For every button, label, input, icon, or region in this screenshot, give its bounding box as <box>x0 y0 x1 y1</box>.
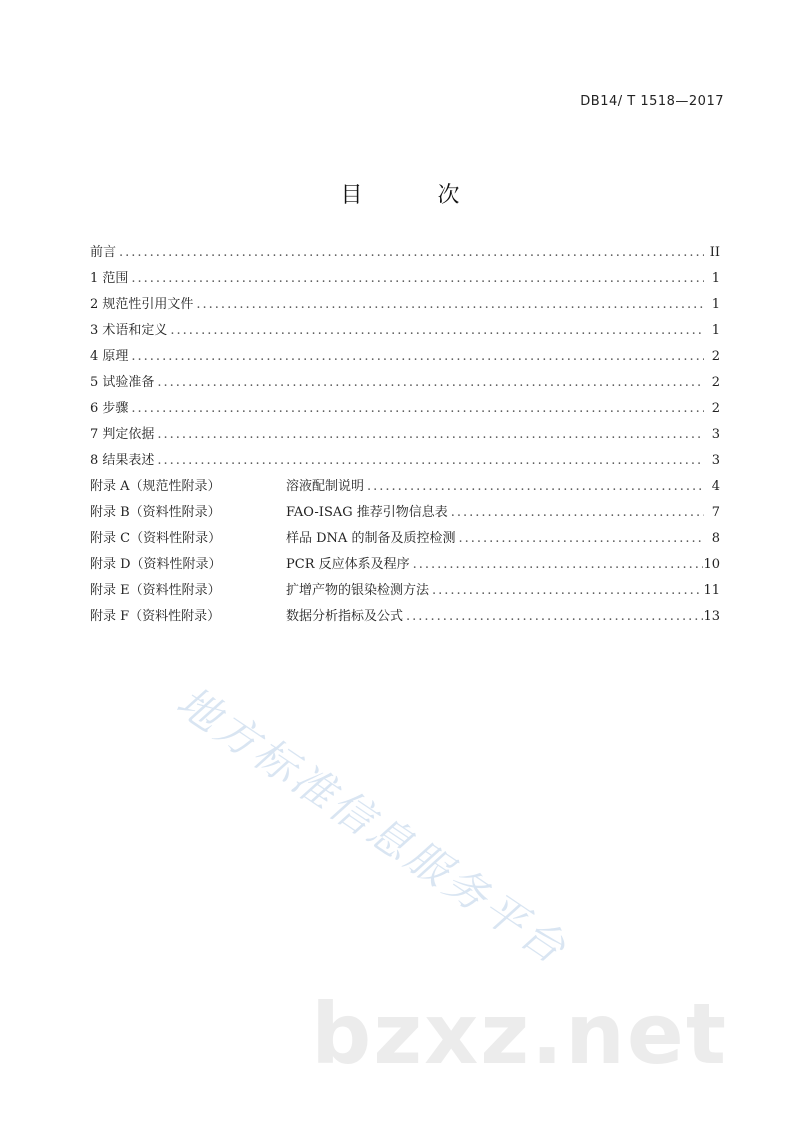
toc-appendix-f[interactable] <box>90 604 720 630</box>
toc-entry-terms-definitions[interactable] <box>90 318 720 344</box>
leader-dots <box>429 578 703 604</box>
toc-entry-label: 5 试验准备 <box>90 375 155 390</box>
appendix-title: FAO-ISAG 推荐引物信息表 <box>286 505 448 520</box>
toc-page-number: 4 <box>711 479 720 494</box>
toc-entry-principle[interactable] <box>90 344 720 370</box>
toc-entry-label: 2 规范性引用文件 <box>90 297 194 312</box>
toc-page-number: 1 <box>711 323 720 338</box>
leader-dots <box>167 318 704 344</box>
toc-appendix-c[interactable] <box>90 526 720 552</box>
toc-page-number: 2 <box>711 349 720 364</box>
toc-entry-judgment-basis[interactable] <box>90 422 720 448</box>
toc-page-number: 7 <box>711 505 720 520</box>
toc-page-number: 1 <box>711 297 720 312</box>
appendix-label: 附录 A（规范性附录） <box>90 479 221 494</box>
toc-entry-label: 4 原理 <box>90 349 129 364</box>
leader-dots <box>448 500 704 526</box>
toc-page-number: 13 <box>703 609 720 624</box>
toc-page-number: 2 <box>711 401 720 416</box>
toc-page-number: 1 <box>711 271 720 286</box>
watermark-text: 地方标准信息服务平台 <box>168 676 577 975</box>
toc-entry-label: 6 步骤 <box>90 401 129 416</box>
toc-page-number: 3 <box>711 453 720 468</box>
appendix-label: 附录 F（资料性附录） <box>90 609 221 624</box>
appendix-title: 溶液配制说明 <box>286 479 365 494</box>
leader-dots <box>154 448 704 474</box>
appendix-label: 附录 B（资料性附录） <box>90 505 221 520</box>
appendix-title: PCR 反应体系及程序 <box>286 557 410 572</box>
toc-entry-label: 8 结果表述 <box>90 453 155 468</box>
toc-entry-foreword[interactable] <box>90 240 720 266</box>
leader-dots <box>410 552 704 578</box>
toc-page-number: 11 <box>703 583 720 598</box>
toc-page-number: II <box>709 245 720 260</box>
toc-title: 目 次 <box>340 183 494 208</box>
toc-entry-test-preparation[interactable] <box>90 370 720 396</box>
appendix-label: 附录 E（资料性附录） <box>90 583 221 598</box>
document-code: DB14/ T 1518—2017 <box>580 94 724 109</box>
leader-dots <box>128 396 704 422</box>
toc-entry-normative-references[interactable] <box>90 292 720 318</box>
leader-dots <box>154 370 704 396</box>
toc-page-number: 8 <box>711 531 720 546</box>
toc-appendix-d[interactable] <box>90 552 720 578</box>
toc-entry-label: 3 术语和定义 <box>90 323 168 338</box>
appendix-title: 样品 DNA 的制备及质控检测 <box>286 531 456 546</box>
toc-page-number: 10 <box>703 557 720 572</box>
leader-dots <box>128 344 704 370</box>
toc-entry-label: 7 判定依据 <box>90 427 155 442</box>
leader-dots <box>154 422 704 448</box>
toc-entry-label: 前言 <box>90 245 117 260</box>
leader-dots <box>193 292 704 318</box>
leader-dots <box>116 240 704 266</box>
leader-dots <box>455 526 704 552</box>
appendix-title: 扩增产物的银染检测方法 <box>286 583 430 598</box>
toc-entry-scope[interactable] <box>90 266 720 292</box>
toc-entry-procedure[interactable] <box>90 396 720 422</box>
toc-entry-result-expression[interactable] <box>90 448 720 474</box>
toc-page-number: 3 <box>711 427 720 442</box>
table-of-contents <box>90 240 720 630</box>
appendix-label: 附录 C（资料性附录） <box>90 531 222 546</box>
toc-appendix-b[interactable] <box>90 500 720 526</box>
toc-entry-label: 1 范围 <box>90 271 129 286</box>
brand-watermark: bzxz.net <box>311 985 728 1083</box>
toc-appendix-a[interactable] <box>90 474 720 500</box>
toc-page-number: 2 <box>711 375 720 390</box>
leader-dots <box>128 266 704 292</box>
leader-dots <box>364 474 704 500</box>
appendix-label: 附录 D（资料性附录） <box>90 557 222 572</box>
appendix-title: 数据分析指标及公式 <box>286 609 404 624</box>
toc-appendix-e[interactable] <box>90 578 720 604</box>
leader-dots <box>403 604 703 630</box>
